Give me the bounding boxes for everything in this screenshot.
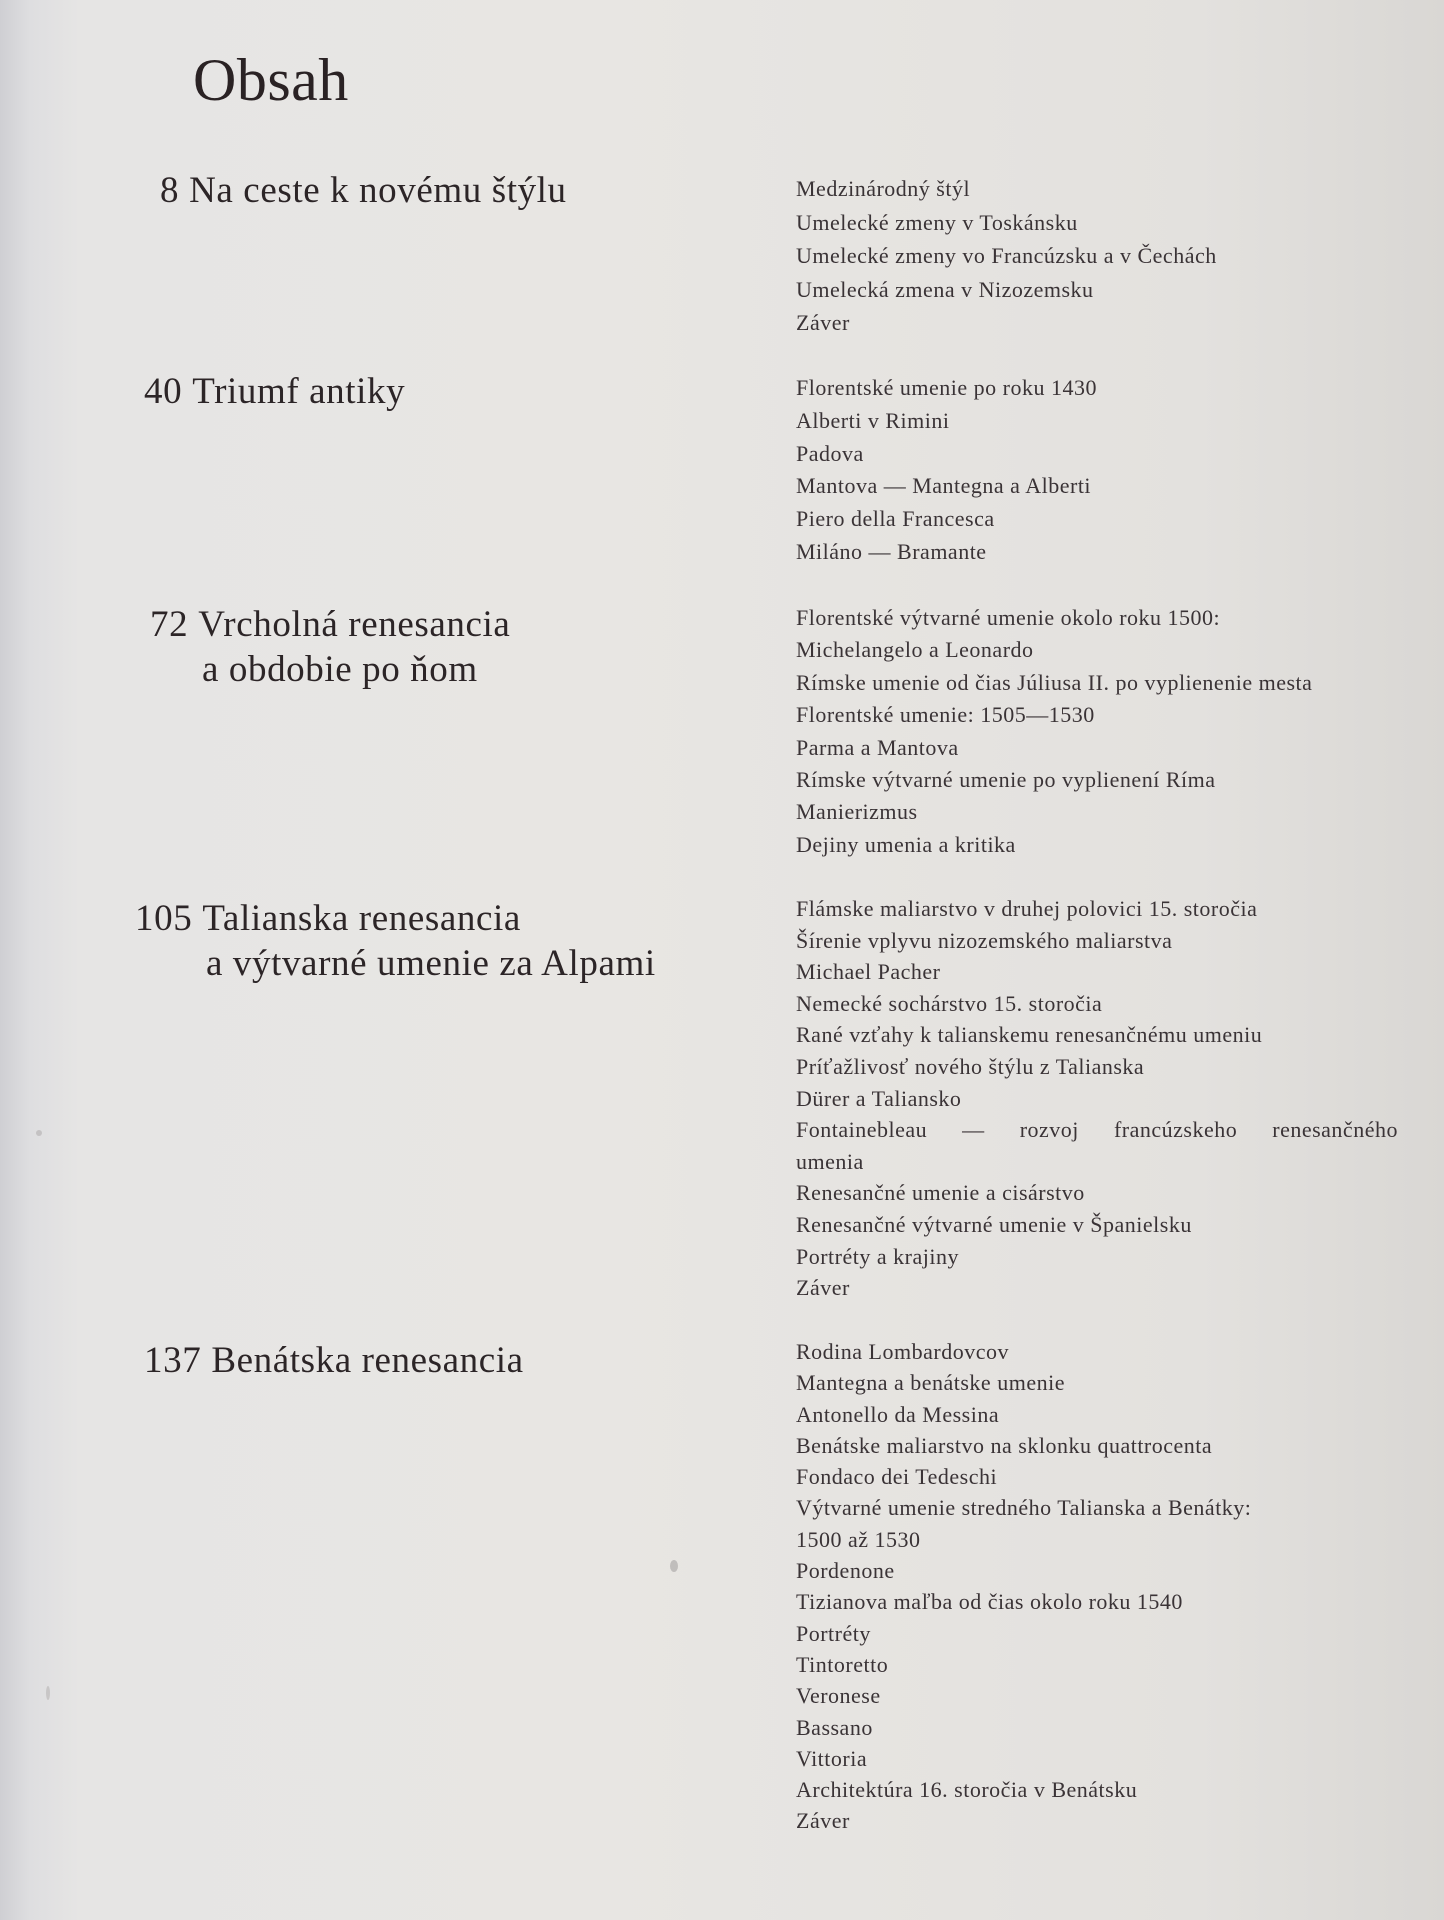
list-item: Renesančné výtvarné umenie v Španielsku <box>796 1211 1192 1237</box>
section-list <box>796 602 1406 861</box>
word: — <box>962 1117 985 1143</box>
chapter-title-continuation: a výtvarné umenie za Alpami <box>206 943 656 984</box>
chapter-page-number: 137 <box>144 1340 202 1381</box>
list-item: Dejiny umenia a kritika <box>796 831 1016 857</box>
paper-smudge <box>36 1130 42 1136</box>
chapter-page-number: 72 <box>150 604 189 645</box>
list-item: Šírenie vplyvu nizozemského maliarstva <box>796 927 1173 953</box>
list-item: Pordenone <box>796 1558 895 1584</box>
list-item: Parma a Mantova <box>796 734 959 760</box>
section-list <box>796 893 1406 1304</box>
list-item: Dürer a Taliansko <box>796 1085 962 1111</box>
list-item: 1500 až 1530 <box>796 1526 921 1552</box>
list-item: Portréty <box>796 1620 871 1646</box>
list-item: Rané vzťahy k talianskemu renesančnému umeniu <box>796 1022 1263 1048</box>
list-item: Benátske maliarstvo na sklonku quattrocenta <box>796 1432 1213 1458</box>
list-item: Manierizmus <box>796 799 918 825</box>
chapter-heading <box>160 168 567 213</box>
list-item: Florentské umenie po roku 1430 <box>796 375 1097 400</box>
list-item: Padova <box>796 440 864 466</box>
list-item: Mantova — Mantegna a Alberti <box>796 473 1092 499</box>
list-item: Alberti v Rimini <box>796 407 950 433</box>
chapter-page-number: 40 <box>144 371 183 412</box>
list-item: Umelecká zmena v Nizozemsku <box>796 276 1094 302</box>
list-item: Tintoretto <box>796 1651 889 1677</box>
chapter-title: Benátska renesancia <box>211 1340 524 1381</box>
list-item: Nemecké sochárstvo 15. storočia <box>796 990 1103 1016</box>
word: renesančného <box>1272 1117 1398 1143</box>
list-item-justified <box>796 1114 1398 1146</box>
chapter-heading <box>144 369 405 414</box>
paper-smudge <box>670 1560 678 1572</box>
chapter-title: Talianska renesancia <box>202 898 521 939</box>
list-item: Veronese <box>796 1683 881 1709</box>
list-item: Záver <box>796 1808 850 1834</box>
word: Fontainebleau <box>796 1117 928 1143</box>
list-item: Rímske výtvarné umenie po vyplienení Ríma <box>796 767 1216 793</box>
list-item: Flámske maliarstvo v druhej polovici 15. storočia <box>796 896 1258 921</box>
list-item: Medzinárodný štýl <box>796 176 971 201</box>
list-item: Tizianova maľba od čias okolo roku 1540 <box>796 1589 1183 1615</box>
section-list <box>796 372 1406 569</box>
chapter-page-number: 8 <box>160 170 180 211</box>
paper-smudge <box>46 1686 50 1700</box>
list-item: Portréty a krajiny <box>796 1243 959 1269</box>
list-item: umenia <box>796 1148 864 1174</box>
list-item: Mantegna a benátske umenie <box>796 1370 1065 1396</box>
list-item: Florentské výtvarné umenie okolo roku 1500: <box>796 605 1221 630</box>
list-item: Záver <box>796 1275 850 1301</box>
list-item: Piero della Francesca <box>796 506 995 532</box>
list-item: Michael Pacher <box>796 959 941 985</box>
chapter-heading <box>150 602 510 692</box>
list-item: Vittoria <box>796 1745 868 1771</box>
word: francúzskeho <box>1113 1117 1238 1143</box>
section-list <box>796 172 1406 340</box>
list-item: Michelangelo a Leonardo <box>796 637 1034 663</box>
chapter-heading <box>135 896 656 986</box>
chapter-page-number: 105 <box>135 898 193 939</box>
list-item: Rímske umenie od čias Júliusa II. po vyplienenie mesta <box>796 669 1313 695</box>
chapter-title: Vrcholná renesancia <box>198 604 511 645</box>
list-item: Renesančné umenie a cisárstvo <box>796 1180 1085 1206</box>
list-item: Antonello da Messina <box>796 1401 1000 1427</box>
list-item: Miláno — Bramante <box>796 538 987 564</box>
section-list <box>796 1336 1406 1837</box>
list-item: Záver <box>796 310 850 335</box>
chapter-title: Na ceste k novému štýlu <box>189 170 567 211</box>
list-item: Umelecké zmeny vo Francúzsku a v Čechách <box>796 243 1217 268</box>
list-item: Florentské umenie: 1505—1530 <box>796 702 1095 728</box>
list-item: Výtvarné umenie stredného Talianska a Benátky: <box>796 1495 1252 1521</box>
chapter-title: Triumf antiky <box>192 371 406 412</box>
chapter-heading <box>144 1338 524 1383</box>
list-item: Umelecké zmeny v Toskánsku <box>796 209 1078 235</box>
chapter-title-continuation: a obdobie po ňom <box>202 649 478 690</box>
list-item: Architektúra 16. storočia v Benátsku <box>796 1777 1138 1803</box>
word: rozvoj <box>1019 1117 1079 1143</box>
list-item: Fondaco dei Tedeschi <box>796 1464 998 1490</box>
page-title: Obsah <box>193 47 349 113</box>
list-item: Rodina Lombardovcov <box>796 1339 1009 1364</box>
list-item: Príťažlivosť nového štýlu z Talianska <box>796 1053 1145 1079</box>
list-item: Bassano <box>796 1714 873 1740</box>
